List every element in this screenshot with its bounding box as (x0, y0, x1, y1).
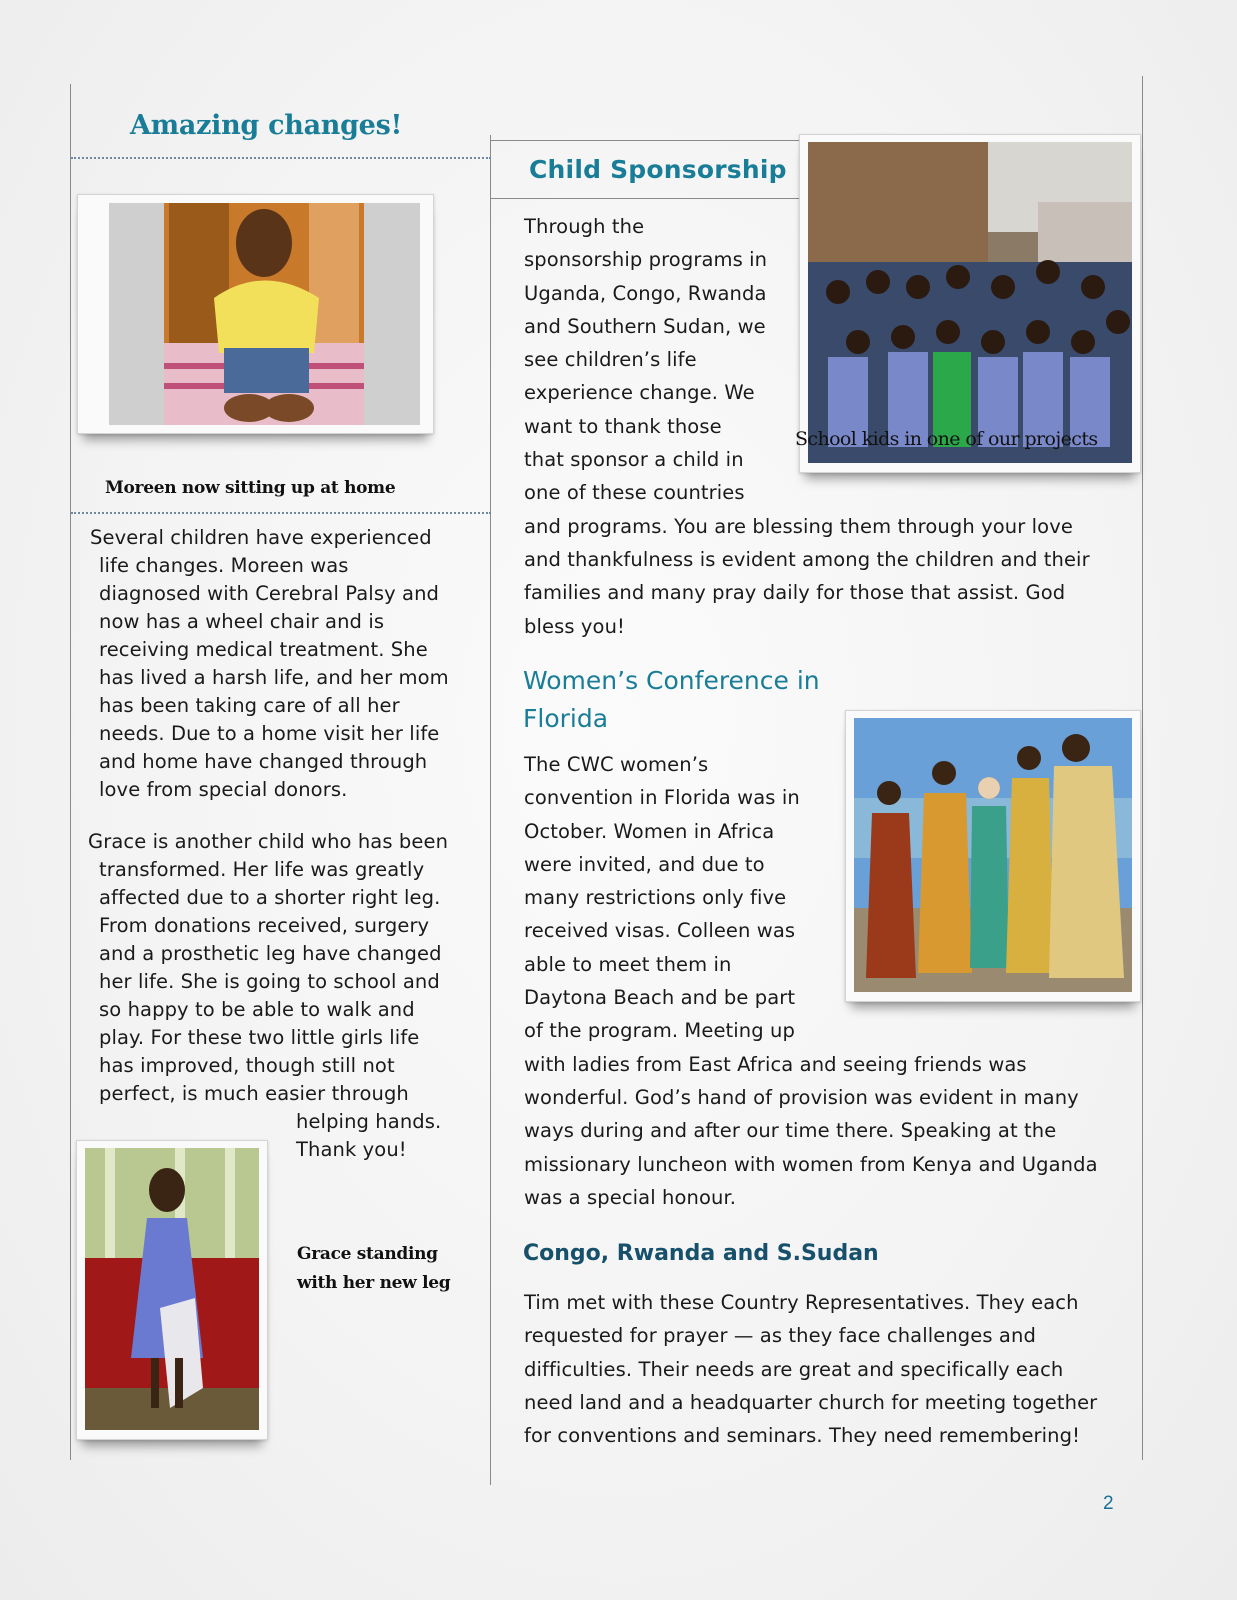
text-line: want to thank those (524, 414, 722, 438)
text-line: was a special honour. (524, 1185, 737, 1209)
text-line: helping hands. (296, 1110, 442, 1133)
caption-line: with her new leg (297, 1273, 451, 1293)
left-border-line (70, 84, 71, 1460)
text-line: that sponsor a child in (524, 448, 744, 472)
text-line: diagnosed with Cerebral Palsy and (99, 582, 440, 605)
page-number: 2 (1103, 1493, 1114, 1514)
text-line: experience change. We (524, 381, 755, 405)
text-line: now has a wheel chair and is (99, 610, 385, 633)
text-line: one of these countries (524, 481, 745, 505)
text-line: Several children have experienced (90, 526, 432, 549)
congo-paragraph (524, 1286, 1124, 1452)
congo-title: Congo, Rwanda and S.Sudan (523, 1241, 879, 1266)
text-line: and Southern Sudan, we (524, 314, 766, 338)
grace-caption (297, 1240, 450, 1298)
heading-line: Women’s Conference in (523, 666, 820, 695)
text-line: see children’s life (524, 348, 697, 372)
moreen-paragraph (90, 524, 470, 804)
text-line: Through the (524, 215, 645, 238)
text-line: for conventions and seminars. They need remembering! (524, 1424, 1081, 1448)
text-line: and thankfulness is evident among the children and their (524, 547, 1090, 571)
sponsorship-top-rule (491, 140, 799, 141)
text-line: Tim met with these Country Representatives. They each (524, 1291, 1079, 1314)
text-line: and a prosthetic leg have changed (99, 942, 442, 965)
sponsorship-bottom-rule (491, 198, 799, 199)
text-line: bless you! (524, 614, 625, 638)
heading-line: Florida (523, 704, 609, 733)
text-line: has lived a harsh life, and her mom (99, 666, 449, 689)
text-line: need land and a headquarter church for meeting together (524, 1390, 1098, 1414)
text-line: has been taking care of all her (99, 694, 400, 717)
text-line: wonderful. God’s hand of provision was evident in many (524, 1085, 1079, 1109)
text-line: Grace is another child who has been (88, 830, 449, 853)
text-line: convention in Florida was in (524, 786, 800, 810)
text-line: missionary luncheon with women from Kenya and Uganda (524, 1152, 1098, 1176)
grace-photo (76, 1140, 268, 1440)
text-line: Daytona Beach and be part (524, 986, 796, 1010)
text-line: received visas. Colleen was (524, 919, 796, 943)
text-line: The CWC women’s (524, 753, 709, 776)
grace-paragraph (88, 828, 478, 1164)
text-line: receiving medical treatment. She (99, 638, 428, 661)
text-line: so happy to be able to walk and (99, 998, 415, 1021)
text-line: with ladies from East Africa and seeing friends was (524, 1052, 1027, 1076)
text-line: many restrictions only five (524, 886, 787, 910)
text-line: ways during and after our time there. Speaking at the (524, 1119, 1057, 1143)
text-line: requested for prayer — as they face challenges and (524, 1324, 1036, 1348)
text-line: Uganda, Congo, Rwanda (524, 281, 767, 305)
sponsorship-paragraph (524, 210, 1124, 643)
text-line: of the program. Meeting up (524, 1019, 795, 1043)
text-line: and home have changed through (99, 750, 428, 773)
right-border-line (1142, 76, 1143, 1460)
title-underline (71, 157, 491, 159)
text-line: From donations received, surgery (99, 914, 430, 937)
womens-conference-title (523, 662, 820, 738)
moreen-photo (77, 194, 434, 434)
moreen-caption: Moreen now sitting up at home (105, 478, 396, 498)
text-line: has improved, though still not (99, 1054, 395, 1077)
text-line: were invited, and due to (524, 852, 765, 876)
text-line: play. For these two little girls life (99, 1026, 420, 1049)
text-line: able to meet them in (524, 952, 732, 976)
text-line: life changes. Moreen was (99, 554, 349, 577)
text-line: affected due to a shorter right leg. (99, 886, 441, 909)
text-line: difficulties. Their needs are great and specifically each (524, 1357, 1064, 1381)
text-line: her life. She is going to school and (99, 970, 440, 993)
center-divider-line (490, 135, 491, 1485)
text-line: transformed. Her life was greatly (99, 858, 425, 881)
school-kids-caption: School kids in one of our projects (795, 428, 1098, 450)
text-line: Thank you! (296, 1138, 407, 1161)
caption-divider (71, 512, 491, 514)
text-line: and programs. You are blessing them through your love (524, 514, 1073, 538)
text-line: sponsorship programs in (524, 248, 768, 272)
text-line: needs. Due to a home visit her life (99, 722, 440, 745)
text-line: love from special donors. (99, 778, 348, 801)
amazing-changes-title: Amazing changes! (130, 110, 403, 141)
child-sponsorship-title: Child Sponsorship (529, 155, 787, 184)
text-line: families and many pray daily for those that assist. God (524, 581, 1066, 605)
conference-paragraph (524, 748, 1124, 1214)
text-line: October. Women in Africa (524, 819, 775, 843)
caption-line: Grace standing (297, 1244, 438, 1264)
text-line: perfect, is much easier through (99, 1082, 409, 1105)
